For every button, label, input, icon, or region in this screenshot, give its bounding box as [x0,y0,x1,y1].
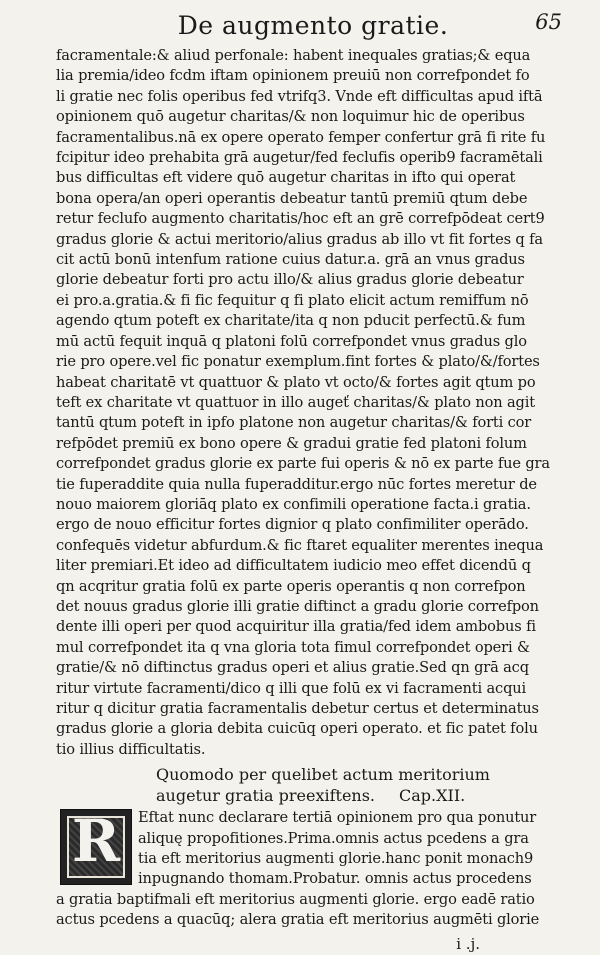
text-line: inpugnando thomam.Probatur. omnis actus procedens [138,870,532,888]
text-line: glorie debeatur forti pro actu illo/& alius gradus glorie debeatur [56,271,524,289]
chapter-heading-line: Quomodo per quelibet actum meritorium [156,765,490,785]
text-line: gradus glorie & actui meritorio/alius gradus ab illo vt fit fortes q fa [56,230,543,248]
text-line: habeat charitatē vt quattuor & plato vt octo/& fortes agit qtum po [56,373,536,391]
chapter-body [56,808,570,930]
text-line: confequēs videtur abfurdum.& fic ftaret equaliter merentes inequa [56,536,544,554]
text-line: liter premiari.Et ideo ad difficultatem iudicio meo effet dicendū q [56,557,531,575]
text-line: tie fuperaddite quia nulla fuperadditur.ergo nūc fortes meretur de [56,475,537,493]
text-line: dente illi operi per quod acquiritur illa gratia/fed idem ambobus fi [56,618,536,636]
text-line: tio illius difficultatis. [56,740,206,758]
text-line: det nouus gradus glorie illi gratie diftinct a gradu glorie correfpon [56,597,539,615]
text-line: ritur virtute facramenti/dico q illi que folū ex vi facramenti acqui [56,679,527,697]
text-line: facramentale:& aliud perfonale: habent inequales gratias;& equa [56,47,531,64]
text-line: agendo qtum poteft ex charitate/ita q non pducit perfectū.& fum [56,312,526,330]
running-head-title: De augmento gratie. [177,11,449,40]
text-line: ritur q dicitur gratia facramentalis debetur certus et determinatus [56,700,539,717]
text-line: gratie/& nō diftinctus gradus operi et alius gratie.Sed qn grā acq [56,659,529,677]
folio-number: 65 [535,10,562,34]
text-line: rie pro opere.vel fic ponatur exemplum.fint fortes & plato/&/fortes [56,353,540,371]
text-line: retur feclufo augmento charitatis/hoc eft an grē correfpōdeat cert9 [56,210,545,228]
text-line: qn acqritur gratia folū ex parte operis operantis q non correfpon [56,577,526,595]
signature-mark: i .j. [456,934,480,953]
text-line: aliquę propofitiones.Prima.omnis actus pcedens a gra [138,829,529,847]
text-line: actus pcedens a quacūq; alera gratia eft meritorius augmēti glorie [56,911,540,929]
body-text [56,46,570,760]
chapter-number: Cap.XII. [399,786,466,806]
text-line: gradus glorie a gloria debita cuicūq operi operato. et fic patet folu [56,720,538,738]
chapter-heading-line [156,785,570,806]
text-line: correfpondet gradus glorie ex parte fui operis & nō ex parte fue gra [56,455,550,473]
text-line: tantū qtum poteft in ipfo platone non augetur charitas/& forti cor [56,414,532,432]
text-line: nouo maiorem gloriāq plato ex confimili operatione facta.i gratia. [56,495,531,513]
text-line: bona opera/an operi operantis debeatur tantū premiū qtum debe [56,189,528,207]
decorated-initial [60,809,132,885]
text-line: refpōdet premiū ex bono opere & gradui gratie fed platoni folum [56,434,527,452]
chapter-heading [56,764,570,806]
text-line: mul correfpondet ita q vna gloria tota fimul correfpondet operi & [56,638,530,656]
text-line: a gratia baptifmali eft meritorius augmenti glorie. ergo eadē ratio [56,890,535,908]
text-line: opinionem quō augetur charitas/& non loquimur hic de operibus [56,108,525,126]
running-header [56,6,570,46]
text-line: lia premia/ideo fcdm iftam opinionem preuiū non correfpondet fo [56,67,530,85]
text-line: li gratie nec folis operibus fed vtrifq3. Vnde eft difficultas apud iftā [56,87,543,105]
text-line: ergo de nouo efficitur fortes dignior q plato confimiliter operādo. [56,516,529,534]
text-line: tia eft meritorius augmenti glorie.hanc ponit monach9 [138,850,534,868]
text-line: facramentalibus.nā ex opere operato femper confertur grā fi rite fu [56,128,546,146]
text-line: teft ex charitate vt quattuor in illo augeť charitas/& plato non agit [56,393,535,411]
text-line: cit actū bonū intenfum ratione cuius datur.a. grā an vnus gradus [56,251,525,269]
text-line: mū actū fequit inquā q platoni folū correfpondet vnus gradus glo [56,332,527,350]
text-line: bus difficultas eft videre quō augetur charitas in ifto qui operat [56,169,516,187]
text-line: fcipitur ideo prehabita grā augetur/fed feclufis operib9 facramētali [56,149,543,167]
chapter-heading-text: augetur gratia preexiftens. [156,786,376,806]
text-line: Eftat nunc declarare tertiā opinionem pro qua ponutur [138,809,537,827]
text-line: ei pro.a.gratia.& fi fic fequitur q fi plato elicit actum remiffum nō [56,291,529,309]
initial-letter: R [71,807,121,876]
